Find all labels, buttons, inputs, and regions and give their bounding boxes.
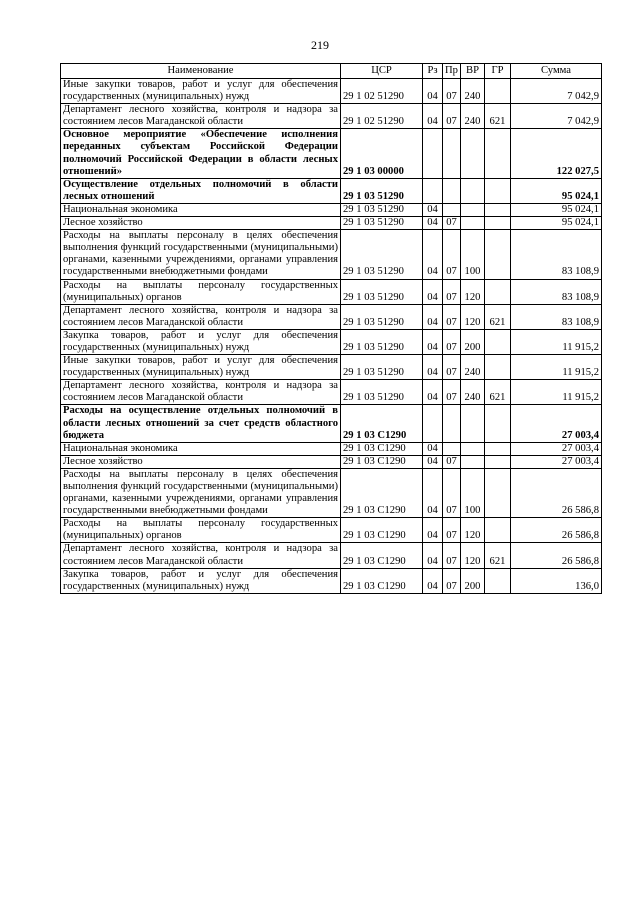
row-vr	[461, 129, 485, 178]
row-sum: 7 042,9	[511, 79, 602, 104]
row-vr: 200	[461, 329, 485, 354]
row-name: Департамент лесного хозяйства, контроля и надзора за состоянием лесов Магаданской области	[61, 104, 341, 129]
row-csr: 29 1 03 С1290	[341, 442, 423, 455]
table-row	[61, 568, 602, 593]
row-name: Расходы на выплаты персоналу государственных (муниципальных) органов	[61, 279, 341, 304]
row-name: Расходы на осуществление отдельных полномочий в области лесных отношений за счет средств областного бюджета	[61, 405, 341, 442]
table-row	[61, 355, 602, 380]
row-name: Департамент лесного хозяйства, контроля и надзора за состоянием лесов Магаданской области	[61, 543, 341, 568]
row-vr: 240	[461, 79, 485, 104]
row-sum: 27 003,4	[511, 455, 602, 468]
row-name: Национальная экономика	[61, 203, 341, 216]
table-row	[61, 104, 602, 129]
row-csr: 29 1 03 51290	[341, 304, 423, 329]
row-gr	[485, 568, 511, 593]
row-sum: 95 024,1	[511, 203, 602, 216]
row-name: Закупка товаров, работ и услуг для обеспечения государственных (муниципальных) нужд	[61, 568, 341, 593]
row-sum: 26 586,8	[511, 468, 602, 517]
row-vr: 240	[461, 104, 485, 129]
row-rz: 04	[423, 543, 443, 568]
row-gr: 621	[485, 543, 511, 568]
row-vr: 120	[461, 304, 485, 329]
row-rz	[423, 405, 443, 442]
row-sum: 83 108,9	[511, 304, 602, 329]
table-row	[61, 203, 602, 216]
table-row	[61, 279, 602, 304]
row-pr: 07	[443, 104, 461, 129]
budget-table	[60, 63, 602, 594]
row-name: Закупка товаров, работ и услуг для обеспечения государственных (муниципальных) нужд	[61, 329, 341, 354]
row-name: Национальная экономика	[61, 442, 341, 455]
row-sum: 27 003,4	[511, 442, 602, 455]
table-row	[61, 79, 602, 104]
table-row	[61, 380, 602, 405]
row-gr	[485, 355, 511, 380]
row-name: Лесное хозяйство	[61, 217, 341, 230]
table-row	[61, 543, 602, 568]
row-gr	[485, 329, 511, 354]
row-name: Расходы на выплаты персоналу государственных (муниципальных) органов	[61, 518, 341, 543]
row-gr	[485, 203, 511, 216]
table-row	[61, 217, 602, 230]
row-name: Основное мероприятие «Обеспечение исполнения переданных субъектам Российской Федерации полномочий Российской Федерации в области лесных отношений»	[61, 129, 341, 178]
row-pr	[443, 129, 461, 178]
header-rz: Рз	[423, 64, 443, 79]
row-rz: 04	[423, 468, 443, 517]
row-csr: 29 1 03 51290	[341, 217, 423, 230]
row-sum: 26 586,8	[511, 518, 602, 543]
row-vr: 120	[461, 543, 485, 568]
header-pr: Пр	[443, 64, 461, 79]
row-name: Осуществление отдельных полномочий в области лесных отношений	[61, 178, 341, 203]
row-vr	[461, 178, 485, 203]
row-csr: 29 1 02 51290	[341, 79, 423, 104]
row-gr: 621	[485, 304, 511, 329]
row-gr: 621	[485, 380, 511, 405]
row-pr: 07	[443, 380, 461, 405]
table-row	[61, 455, 602, 468]
row-pr: 07	[443, 304, 461, 329]
row-rz: 04	[423, 455, 443, 468]
row-sum: 83 108,9	[511, 230, 602, 279]
row-rz	[423, 178, 443, 203]
row-rz: 04	[423, 380, 443, 405]
row-vr	[461, 217, 485, 230]
row-vr	[461, 203, 485, 216]
row-pr: 07	[443, 355, 461, 380]
row-csr: 29 1 03 51290	[341, 203, 423, 216]
row-vr: 200	[461, 568, 485, 593]
row-gr	[485, 279, 511, 304]
table-row	[61, 230, 602, 279]
row-pr: 07	[443, 279, 461, 304]
row-rz: 04	[423, 203, 443, 216]
row-name: Иные закупки товаров, работ и услуг для обеспечения государственных (муниципальных) нужд	[61, 355, 341, 380]
row-csr: 29 1 03 51290	[341, 279, 423, 304]
row-rz: 04	[423, 104, 443, 129]
row-sum: 26 586,8	[511, 543, 602, 568]
row-pr: 07	[443, 468, 461, 517]
row-csr: 29 1 02 51290	[341, 104, 423, 129]
table-row	[61, 442, 602, 455]
row-csr: 29 1 03 00000	[341, 129, 423, 178]
row-name: Расходы на выплаты персоналу в целях обеспечения выполнения функций государственными (муниципальными) органами, казенными учреждениями, органами управления государственными внебюджетными фондами	[61, 468, 341, 517]
header-csr: ЦСР	[341, 64, 423, 79]
row-sum: 7 042,9	[511, 104, 602, 129]
row-csr: 29 1 03 С1290	[341, 405, 423, 442]
header-vr: ВР	[461, 64, 485, 79]
row-rz: 04	[423, 568, 443, 593]
table-row	[61, 304, 602, 329]
row-sum: 83 108,9	[511, 279, 602, 304]
row-vr: 120	[461, 279, 485, 304]
row-gr	[485, 79, 511, 104]
row-rz	[423, 129, 443, 178]
row-name: Иные закупки товаров, работ и услуг для обеспечения государственных (муниципальных) нужд	[61, 79, 341, 104]
row-gr	[485, 468, 511, 517]
row-rz: 04	[423, 304, 443, 329]
row-gr	[485, 455, 511, 468]
row-vr	[461, 405, 485, 442]
row-vr: 100	[461, 468, 485, 517]
row-pr: 07	[443, 543, 461, 568]
row-pr	[443, 442, 461, 455]
table-row	[61, 178, 602, 203]
row-sum: 95 024,1	[511, 217, 602, 230]
row-csr: 29 1 03 С1290	[341, 568, 423, 593]
row-name: Департамент лесного хозяйства, контроля и надзора за состоянием лесов Магаданской области	[61, 304, 341, 329]
row-rz: 04	[423, 442, 443, 455]
row-csr: 29 1 03 С1290	[341, 518, 423, 543]
row-rz: 04	[423, 79, 443, 104]
row-sum: 122 027,5	[511, 129, 602, 178]
row-pr: 07	[443, 568, 461, 593]
row-csr: 29 1 03 С1290	[341, 455, 423, 468]
row-sum: 11 915,2	[511, 329, 602, 354]
row-pr	[443, 405, 461, 442]
row-pr: 07	[443, 455, 461, 468]
row-vr	[461, 455, 485, 468]
row-vr: 120	[461, 518, 485, 543]
table-row	[61, 129, 602, 178]
table-row	[61, 518, 602, 543]
row-gr	[485, 129, 511, 178]
row-csr: 29 1 03 51290	[341, 178, 423, 203]
row-rz: 04	[423, 518, 443, 543]
row-pr: 07	[443, 518, 461, 543]
row-vr: 240	[461, 380, 485, 405]
row-csr: 29 1 03 С1290	[341, 543, 423, 568]
row-vr	[461, 442, 485, 455]
row-rz: 04	[423, 217, 443, 230]
row-csr: 29 1 03 С1290	[341, 468, 423, 517]
row-gr	[485, 518, 511, 543]
row-pr	[443, 203, 461, 216]
table-header-row	[61, 64, 602, 79]
header-sum: Сумма	[511, 64, 602, 79]
row-gr	[485, 405, 511, 442]
row-csr: 29 1 03 51290	[341, 355, 423, 380]
row-sum: 95 024,1	[511, 178, 602, 203]
row-pr: 07	[443, 230, 461, 279]
table-row	[61, 468, 602, 517]
header-name: Наименование	[61, 64, 341, 79]
row-csr: 29 1 03 51290	[341, 329, 423, 354]
row-sum: 27 003,4	[511, 405, 602, 442]
row-vr: 100	[461, 230, 485, 279]
row-pr: 07	[443, 329, 461, 354]
row-sum: 11 915,2	[511, 355, 602, 380]
row-gr: 621	[485, 104, 511, 129]
row-rz: 04	[423, 230, 443, 279]
row-sum: 136,0	[511, 568, 602, 593]
header-gr: ГР	[485, 64, 511, 79]
table-row	[61, 405, 602, 442]
row-name: Департамент лесного хозяйства, контроля и надзора за состоянием лесов Магаданской области	[61, 380, 341, 405]
row-vr: 240	[461, 355, 485, 380]
row-rz: 04	[423, 279, 443, 304]
row-pr	[443, 178, 461, 203]
page-number: 219	[311, 38, 329, 52]
row-name: Расходы на выплаты персоналу в целях обеспечения выполнения функций государственными (муниципальными) органами, казенными учреждениями, органами управления государственными внебюджетными фондами	[61, 230, 341, 279]
row-gr	[485, 230, 511, 279]
row-pr: 07	[443, 217, 461, 230]
row-name: Лесное хозяйство	[61, 455, 341, 468]
row-csr: 29 1 03 51290	[341, 380, 423, 405]
row-pr: 07	[443, 79, 461, 104]
table-row	[61, 329, 602, 354]
row-rz: 04	[423, 355, 443, 380]
row-sum: 11 915,2	[511, 380, 602, 405]
row-csr: 29 1 03 51290	[341, 230, 423, 279]
row-gr	[485, 217, 511, 230]
row-gr	[485, 442, 511, 455]
row-gr	[485, 178, 511, 203]
row-rz: 04	[423, 329, 443, 354]
